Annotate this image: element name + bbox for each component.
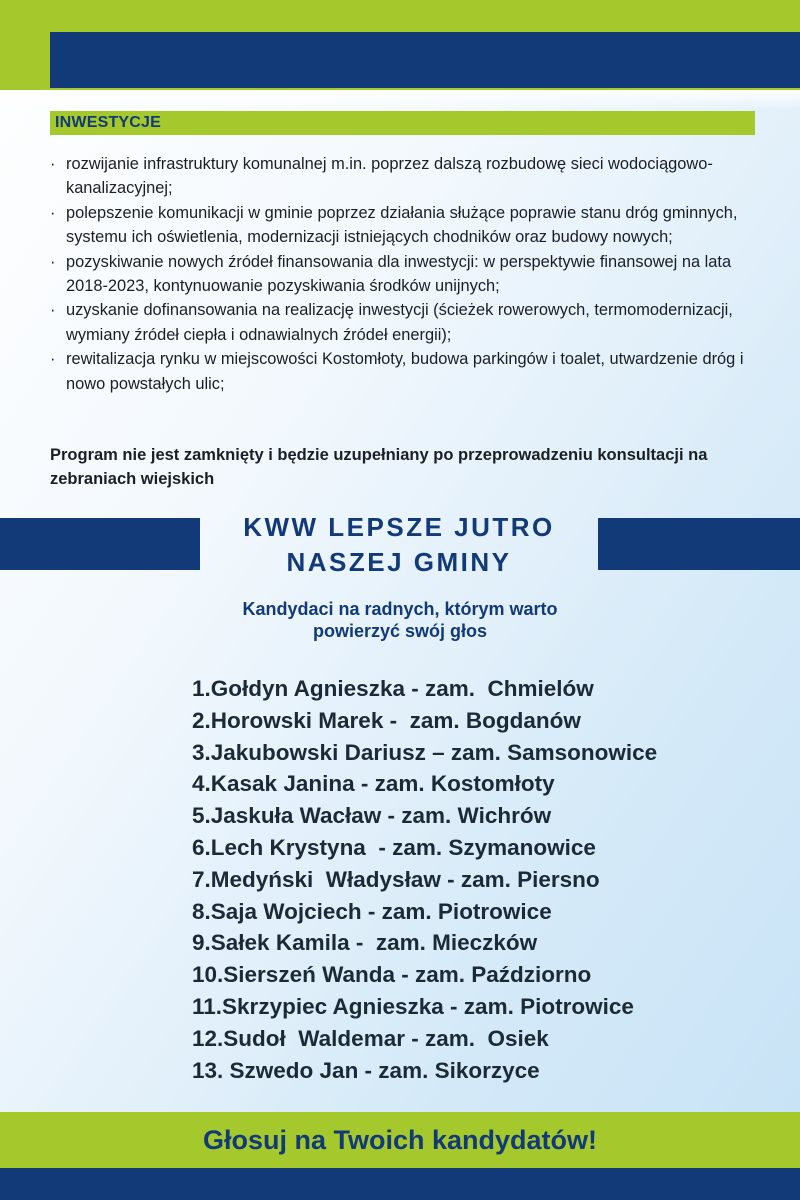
candidate-item: 3.Jakubowski Dariusz – zam. Samsonowice xyxy=(192,739,658,765)
list-item xyxy=(48,201,768,250)
candidate-item: 13. Szwedo Jan - zam. Sikorzyce xyxy=(192,1057,540,1083)
candidate-item: 2.Horowski Marek - zam. Bogdanów xyxy=(192,707,581,733)
bullet-icon: · xyxy=(50,155,56,173)
slogan: Głosuj na Twoich kandydatów! xyxy=(202,1125,598,1155)
candidate-item: 9.Sałek Kamila - zam. Mieczków xyxy=(192,930,538,956)
candidate-item: 6.Lech Krystyna - zam. Szymanowice xyxy=(192,834,596,860)
program-note: Program nie jest zamknięty i będzie uzupełniany po przeprowadzeniu konsultacji na zebraniach wiejskich xyxy=(50,446,708,488)
list-item xyxy=(48,152,768,201)
committee-title-line1: KWW LEPSZE JUTRO xyxy=(243,512,555,542)
footer-navy-bar xyxy=(0,1168,800,1200)
list-item xyxy=(48,250,768,299)
list-item xyxy=(48,347,768,396)
list-item-text: rewitalizacja rynku w miejscowości Kostomłoty, budowa parkingów i toalet, utwardzenie dróg i nowo powstałych ulic; xyxy=(66,350,744,393)
list-item-text: polepszenie komunikacji w gminie poprzez działania służące poprawie stanu dróg gminnych, systemu ich oświetlenia, modernizacji istniejących chodników oraz budowy nowych; xyxy=(66,203,738,247)
bullet-icon: · xyxy=(50,350,56,369)
list-item-text: pozyskiwanie nowych źródeł finansowania dla inwestycji: w perspektywie finansowej na lata 2018-2023, kontynuowanie pozyskiwania środków unijnych; xyxy=(66,252,732,296)
investments-list xyxy=(48,152,768,396)
candidate-item: 8.Saja Wojciech - zam. Piotrowice xyxy=(192,898,552,924)
candidates-list xyxy=(192,673,657,1086)
bullet-icon: · xyxy=(50,301,56,320)
bullet-icon: · xyxy=(50,252,56,271)
list-item-text: rozwijanie infrastruktury komunalnej m.in. poprzez dalszą rozbudowę sieci wodociągowo-kanalizacyjnej; xyxy=(66,155,713,198)
list-item-text: uzyskanie dofinansowania na realizację inwestycji (ścieżek rowerowych, termomodernizacji, wymiany źródeł ciepła i odnawialnych źródeł energii); xyxy=(66,301,733,344)
candidate-item: 10.Sierszeń Wanda - zam. Paździorno xyxy=(192,962,592,988)
committee-title xyxy=(200,510,598,580)
top-navy-bar xyxy=(50,32,800,88)
candidate-item: 5.Jaskuła Wacław - zam. Wichrów xyxy=(192,803,552,829)
top-fade xyxy=(0,90,800,110)
candidates-heading xyxy=(150,598,650,642)
section-title: INWESTYCJE xyxy=(55,114,162,131)
candidates-heading-line1: Kandydaci na radnych, którym warto xyxy=(242,599,558,619)
candidate-item: 11.Skrzypiec Agnieszka - zam. Piotrowice xyxy=(192,993,634,1019)
committee-band-right xyxy=(598,518,800,570)
bullet-icon: · xyxy=(50,203,56,222)
candidate-item: 1.Gołdyn Agnieszka - zam. Chmielów xyxy=(192,676,594,701)
committee-title-line2: NASZEJ GMINY xyxy=(286,547,512,577)
candidate-item: 7.Medyński Władysław - zam. Piersno xyxy=(192,866,600,892)
candidate-item: 12.Sudoł Waldemar - zam. Osiek xyxy=(192,1025,549,1051)
committee-band-left xyxy=(0,518,200,570)
list-item xyxy=(48,298,768,347)
candidates-heading-line2: powierzyć swój głos xyxy=(312,621,488,641)
candidate-item: 4.Kasak Janina - zam. Kostomłoty xyxy=(192,771,555,797)
